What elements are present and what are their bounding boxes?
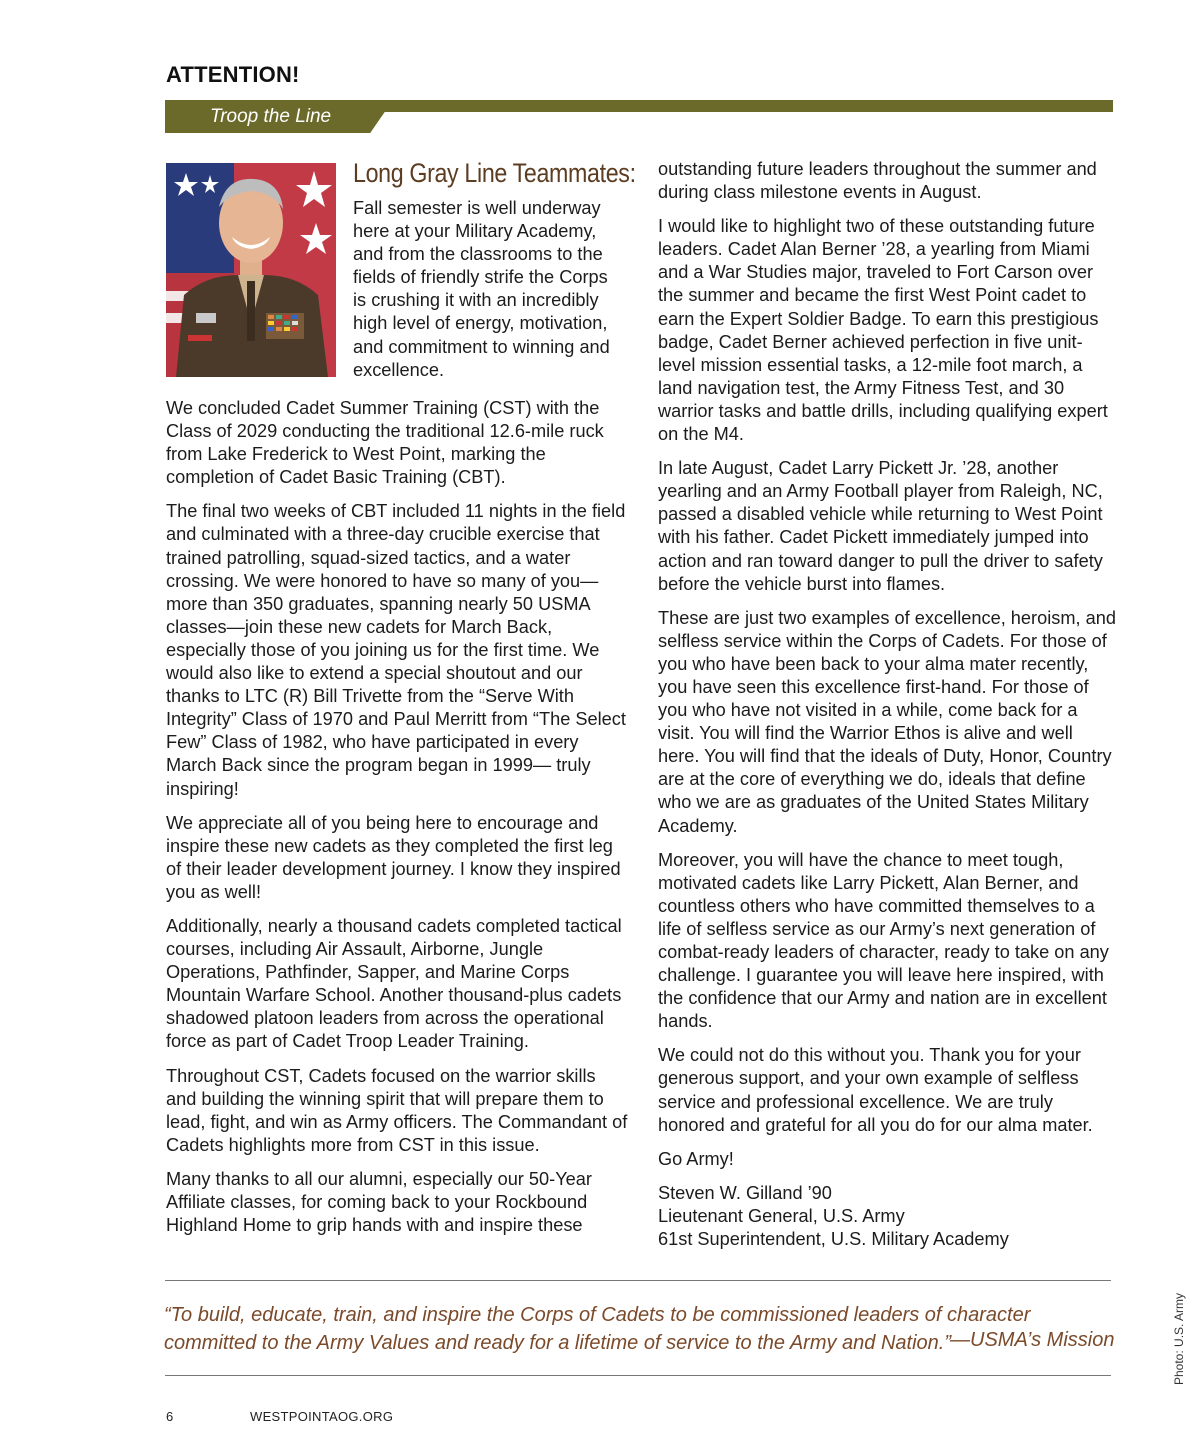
quote-attribution: —USMA’s Mission <box>950 1329 1115 1351</box>
body-paragraph: Throughout CST, Cadets focused on the warrior skills and building the winning spirit that will prepare them to lead, fight, and win as Army officers. The Commandant of Cadets highlights more from CST in this issue. <box>166 1065 628 1155</box>
letter-greeting: Long Gray Line Teammates: <box>353 158 636 188</box>
body-paragraph: The final two weeks of CBT included 11 nights in the field and culminated with a three-day crucible exercise that trained patrolling, squad-sized tactics, and a water crossing. We were honored to have so many of you— more than 350 graduates, spanning nearly 50 USMA classes—join these new cadets for March Back, especially those of you joining us for the first time. We would also like to extend a special shoutout and our thanks to LTC (R) Bill Trivette from the “Serve With Integrity” Class of 1970 and Paul Merritt from “The Select Few” Class of 1982, who have participated in every March Back since the program began in 1999— truly inspiring! <box>166 501 626 799</box>
body-paragraph: Additionally, nearly a thousand cadets completed tactical courses, including Air Assault, Airborne, Jungle Operations, Pathfinder, Sapper, and Marine Corps Mountain Warfare School. Another thousand-plus cadets shadowed platoon leaders from across the operational force as part of Cadet Troop Leader Training. <box>166 915 622 1052</box>
body-paragraph: We appreciate all of you being here to encourage and inspire these new cadets as they completed the first leg of their leader development journey. I know they inspired you as well! <box>166 812 621 902</box>
body-paragraph: Moreover, you will have the chance to meet tough, motivated cadets like Larry Pickett, Alan Berner, and countless others who have committed themselves to a life of selfless service as our Army’s next generation of combat-ready leaders of character, ready to take on any challenge. I guarantee you will leave here inspired, with the confidence that our Army and nation are in excellent hands. <box>658 849 1109 1032</box>
signature-block <box>658 1182 1116 1251</box>
body-paragraph: We concluded Cadet Summer Training (CST) with the Class of 2029 conducting the traditional 12.6-mile ruck from Lake Frederick to West Point, marking the completion of Cadet Basic Training (CBT). <box>166 398 604 488</box>
right-column <box>658 158 1116 1251</box>
divider-top <box>165 1280 1111 1281</box>
body-paragraph: In late August, Cadet Larry Pickett Jr. ’28, another yearling and an Army Football player from Raleigh, NC, passed a disabled vehicle while returning to West Point with his father. Cadet Pickett immediately jumped into action and ran toward danger to pull the driver to safety before the vehicle burst into flames. <box>658 458 1103 594</box>
page-number: 6 <box>166 1409 174 1424</box>
closing-line: Go Army! <box>658 1148 734 1169</box>
body-paragraph: Many thanks to all our alumni, especially our 50-Year Affiliate classes, for coming back to your Rockbound Highland Home to grip hands with and inspire these <box>166 1168 592 1236</box>
portrait-illustration <box>166 163 336 377</box>
site-link[interactable]: WESTPOINTAOG.ORG <box>250 1409 394 1424</box>
letter-intro <box>353 158 636 382</box>
page-header-title: ATTENTION! <box>166 62 300 87</box>
body-paragraph: I would like to highlight two of these outstanding future leaders. Cadet Alan Berner ’28, a yearling from Miami and a War Studies major, traveled to Fort Carson over the summer and became the first West Point cadet to earn the Expert Soldier Badge. To earn this prestigious badge, Cadet Berner achieved perfection in five unit-level mission essential tasks, a 12-mile foot march, a land navigation test, the Army Fitness Test, and 30 warrior tasks and battle drills, including qualifying expert on the M4. <box>658 216 1108 445</box>
body-paragraph: We could not do this without you. Thank you for your generous support, and your own example of selfless service and professional excellence. We are truly honored and grateful for all you do for our alma mater. <box>658 1045 1093 1135</box>
superintendent-portrait <box>166 163 336 377</box>
signature-name: Steven W. Gilland ’90 <box>658 1182 832 1203</box>
left-column <box>166 397 628 1248</box>
divider-bottom <box>165 1375 1111 1376</box>
body-paragraph: outstanding future leaders throughout the summer and during class milestone events in August. <box>658 159 1097 203</box>
photo-credit: Photo: U.S. Army <box>1172 1292 1186 1385</box>
mission-quote: “To build, educate, train, and inspire the Corps of Cadets to be commissioned leaders of character committed to the Army Values and ready for a lifetime of service to the Army and Nation.” <box>164 1304 1031 1354</box>
section-label: Troop the Line <box>210 106 332 127</box>
intro-paragraph: Fall semester is well underway here at your Military Academy, and from the classrooms to the fields of friendly strife the Corps is crushing it with an incredibly high level of energy, motivation, and commitment to winning and excellence. <box>353 198 610 380</box>
signature-position: 61st Superintendent, U.S. Military Academy <box>658 1229 1009 1250</box>
signature-rank: Lieutenant General, U.S. Army <box>658 1205 905 1226</box>
body-paragraph: These are just two examples of excellence, heroism, and selfless service within the Corps of Cadets. For those of you who have been back to your alma mater recently, you have seen this excellence first-hand. For those of you who have not visited in a while, come back for a visit. You will find the Warrior Ethos is alive and well here. You will find that the ideals of Duty, Honor, Country are at the core of everything we do, ideals that define who we are as graduates of the United States Military Academy. <box>658 607 1116 836</box>
